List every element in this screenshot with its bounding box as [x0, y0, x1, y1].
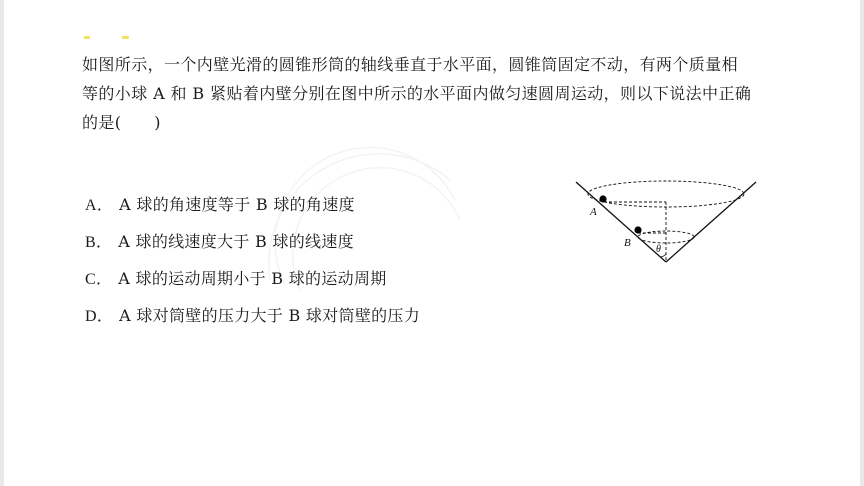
- question-line: 如图所示，一个内壁光滑的圆锥形筒的轴线垂直于水平面，圆锥筒固定不动，有两个质量相: [82, 55, 739, 74]
- highlight-mark: [122, 36, 129, 39]
- option-text: A 球的角速度等于 B 球的角速度: [119, 195, 355, 214]
- ball-b: [634, 226, 641, 233]
- question-line: 的是( ): [82, 113, 161, 132]
- answer-options: [85, 191, 420, 339]
- option-letter: A．: [85, 197, 114, 214]
- cone-left-wall: [576, 182, 666, 262]
- label-a: A: [590, 206, 597, 218]
- option-text: A 球的运动周期小于 B 球的运动周期: [118, 269, 387, 288]
- option-text: A 球对筒壁的压力大于 B 球对筒壁的压力: [119, 306, 421, 325]
- option-a[interactable]: [85, 191, 420, 228]
- highlight-mark: [84, 36, 90, 39]
- label-theta: θ: [656, 244, 661, 255]
- option-text: A 球的线速度大于 B 球的线速度: [118, 232, 354, 251]
- ball-a: [599, 195, 606, 202]
- cone-diagram: [570, 172, 770, 272]
- option-letter: D．: [85, 308, 114, 325]
- option-d[interactable]: [85, 302, 420, 339]
- cone-diagram-svg: [570, 172, 770, 272]
- option-c[interactable]: [85, 265, 420, 302]
- question-stem: [82, 50, 772, 137]
- option-b[interactable]: [85, 228, 420, 265]
- cone-right-wall: [666, 182, 756, 262]
- option-letter: C．: [85, 271, 113, 288]
- option-letter: B．: [85, 234, 113, 251]
- label-b: B: [624, 237, 631, 249]
- question-line: 等的小球 A 和 B 紧贴着内壁分别在图中所示的水平面内做匀速圆周运动，则以下说法中正确: [82, 84, 752, 103]
